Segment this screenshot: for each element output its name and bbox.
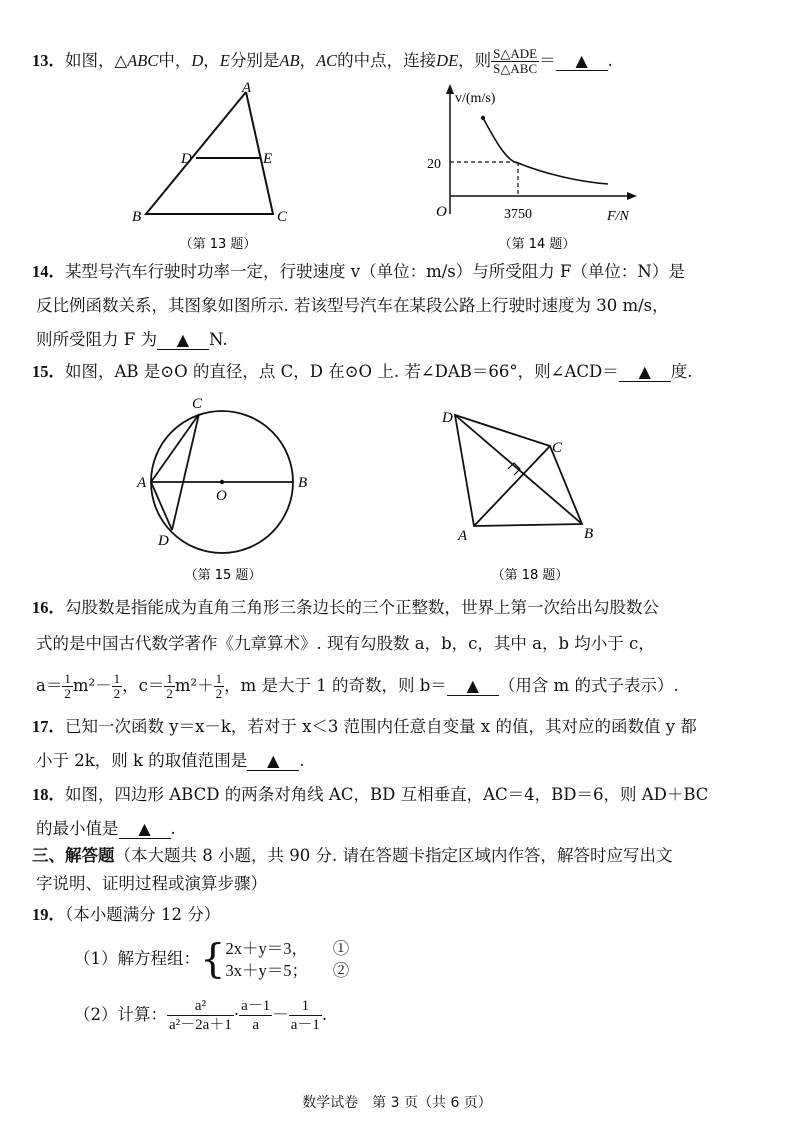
fraction-numerator: 1 xyxy=(215,671,223,686)
fraction-numerator: 1 xyxy=(166,671,173,686)
fig14-caption: （第 14 题） xyxy=(498,237,576,252)
equation-tag: ② xyxy=(332,960,350,980)
fraction-numerator: 1 xyxy=(64,671,71,686)
answer-blank[interactable]: ▲ xyxy=(157,331,209,350)
question-13 xyxy=(32,44,747,78)
section-text: （本大题共 8 小题，共 90 分. 请在答题卡指定区域内作答，解答时应写出文 xyxy=(114,846,673,865)
fraction-numerator: a² xyxy=(167,997,234,1016)
half-fraction xyxy=(112,672,123,701)
section-text: 字说明、证明过程或演算步骤） xyxy=(36,874,267,893)
q15-text: 度. xyxy=(670,362,693,381)
fig13-label-e: E xyxy=(263,151,273,167)
q13-text: . xyxy=(607,51,613,70)
q16-text: 勾股数是指能成为直角三角形三条边长的三个正整数，世界上第一次给出勾股数公 xyxy=(65,598,659,617)
q16-text: （用含 m 的式子表示）. xyxy=(498,676,679,695)
q13-var: AB xyxy=(279,51,300,70)
half-fraction xyxy=(62,672,73,701)
q17-text: 已知一次函数 y＝x－k，若对于 x＜3 范围内任意自变量 x 的值，其对应的函数值 y 都 xyxy=(65,717,697,736)
figure-13 xyxy=(130,80,310,255)
q19-text: . xyxy=(321,1005,328,1024)
question-15 xyxy=(32,355,747,389)
fig13-label-a: A xyxy=(242,80,252,96)
q16-text: 式的是中国古代数学著作《九章算术》. 现有勾股数 a，b，c，其中 a，b 均小于 c， xyxy=(36,634,655,653)
q13-text: 分别是 xyxy=(229,51,280,70)
q13-text: ，则 xyxy=(458,51,492,70)
q19-part2 xyxy=(32,990,747,1040)
fraction-2 xyxy=(239,997,272,1034)
q19-operator: · xyxy=(233,1005,240,1024)
equation-system xyxy=(225,938,349,982)
fraction-denominator: a²－2a＋1 xyxy=(169,1017,232,1033)
q13-text: 如图，△ xyxy=(65,51,128,70)
question-number: 18． xyxy=(32,785,65,804)
q18-text: 的最小值是 xyxy=(36,819,119,838)
q14-text: 反比例函数关系，其图象如图所示. 若该型号汽车在某段公路上行驶时速度为 30 m/s， xyxy=(36,296,669,315)
question-number: 19． xyxy=(32,905,65,924)
fig15-caption: （第 15 题） xyxy=(184,568,262,583)
q13-var: AC xyxy=(316,51,338,70)
q13-text: ， xyxy=(299,51,317,70)
q13-text: ＝ xyxy=(539,51,556,70)
q14-text: 则所受阻力 F 为 xyxy=(36,330,157,349)
answer-blank[interactable]: ▲ xyxy=(119,820,171,839)
q13-var: E xyxy=(219,51,230,70)
fig13-label-d: D xyxy=(181,151,192,167)
section-number: 三、 xyxy=(32,846,65,865)
q13-text: ， xyxy=(203,51,220,70)
half-fraction xyxy=(214,672,225,701)
q17-text: 小于 2k，则 k 的取值范围是 xyxy=(36,751,248,770)
q17-text: . xyxy=(299,751,305,770)
fig14-y-tick: 20 xyxy=(427,157,441,172)
q18-text: 如图，四边形 ABCD 的两条对角线 AC，BD 互相垂直，AC＝4，BD＝6，则 AD＋BC xyxy=(65,785,709,804)
figure-18 xyxy=(430,400,630,590)
section-3-header xyxy=(32,842,747,898)
fraction-numerator: 1 xyxy=(113,671,121,686)
fig14-y-axis-label: v/(m/s) xyxy=(455,91,496,106)
fig13-label-c: C xyxy=(277,209,288,225)
q13-text: 的中点，连接 xyxy=(337,51,437,70)
figure-14 xyxy=(415,80,645,255)
q16-text: ，m 是大于 1 的奇数，则 b＝ xyxy=(224,676,447,695)
fig15-label-a: A xyxy=(137,475,147,491)
fraction-3 xyxy=(289,997,322,1034)
fraction-denominator: 2 xyxy=(215,686,223,701)
answer-blank[interactable]: ▲ xyxy=(247,752,299,771)
question-17 xyxy=(32,710,747,778)
q18-text: . xyxy=(170,819,176,838)
equation-tag: ① xyxy=(332,938,350,958)
q19-text: （1）解方程组： xyxy=(74,949,200,968)
fig18-label-c: C xyxy=(552,440,563,456)
fraction-numerator: a－1 xyxy=(241,998,271,1014)
fraction-denominator: a xyxy=(252,1017,259,1033)
fig15-label-c: C xyxy=(192,396,203,412)
fraction-denominator: S△ABC xyxy=(493,61,538,76)
q15-text: 如图，AB 是⊙O 的直径，点 C，D 在⊙O 上. 若∠DAB＝66°，则∠ACD＝ xyxy=(65,362,619,381)
question-number: 17． xyxy=(32,717,65,736)
q19-part1 xyxy=(32,934,747,984)
fig15-label-o: O xyxy=(216,488,227,504)
q14-text: 某型号汽车行驶时功率一定，行驶速度 v（单位：m/s）与所受阻力 F（单位：N）是 xyxy=(65,262,685,281)
answer-blank[interactable]: ▲ xyxy=(556,52,608,71)
question-19 xyxy=(32,900,747,1040)
fig18-label-a: A xyxy=(458,528,468,544)
q19-text: （本小题满分 12 分） xyxy=(65,905,221,924)
fig13-label-b: B xyxy=(132,209,142,225)
q16-text: m²－ xyxy=(72,676,112,695)
figure-15 xyxy=(128,390,328,590)
fraction-numerator: S△ADE xyxy=(491,47,539,62)
fig13-caption: （第 13 题） xyxy=(179,237,257,252)
q13-var: DE xyxy=(436,51,459,70)
fig14-origin-label: O xyxy=(436,204,447,220)
fraction-numerator: 1 xyxy=(289,997,322,1016)
q19-operator: － xyxy=(272,1005,289,1024)
fig18-label-d: D xyxy=(442,410,453,426)
question-16 xyxy=(32,591,747,709)
question-number: 13． xyxy=(32,51,65,70)
fig15-label-b: B xyxy=(298,475,308,491)
question-number: 15． xyxy=(32,362,65,381)
fraction-denominator: 2 xyxy=(64,686,71,701)
half-fraction xyxy=(164,672,175,701)
fraction-denominator: a－1 xyxy=(290,1017,320,1033)
q13-text: 中， xyxy=(158,51,192,70)
question-number: 16． xyxy=(32,598,65,617)
fig14-x-axis-label: F/N xyxy=(607,209,629,224)
question-number: 14． xyxy=(32,262,65,281)
fig18-caption: （第 18 题） xyxy=(491,568,569,583)
brace: { xyxy=(200,936,226,983)
fig14-x-tick: 3750 xyxy=(504,207,532,222)
q16-text: ，c＝ xyxy=(122,676,165,695)
fraction-denominator: 2 xyxy=(113,686,121,701)
q16-text: a＝ xyxy=(36,676,63,695)
q13-var: ABC xyxy=(127,51,159,70)
fraction-1 xyxy=(167,997,234,1034)
q19-text: （2）计算： xyxy=(74,1005,167,1024)
question-18 xyxy=(32,778,747,846)
page-footer: 数学试卷 第 3 页（共 6 页） xyxy=(302,1095,492,1111)
question-14 xyxy=(32,255,747,357)
q16-text: m²＋ xyxy=(174,676,214,695)
answer-blank[interactable]: ▲ xyxy=(447,677,499,696)
q13-var: D xyxy=(191,51,204,70)
equation-2: 3x＋y＝5； xyxy=(225,960,300,980)
answer-blank[interactable]: ▲ xyxy=(619,363,671,382)
section-title: 解答题 xyxy=(65,846,115,865)
fig18-label-b: B xyxy=(584,526,594,542)
area-ratio-fraction xyxy=(491,47,539,76)
fig15-label-d: D xyxy=(158,533,169,549)
equation-1: 2x＋y＝3， xyxy=(225,938,300,958)
q14-text: N. xyxy=(208,330,228,349)
fraction-denominator: 2 xyxy=(166,686,173,701)
